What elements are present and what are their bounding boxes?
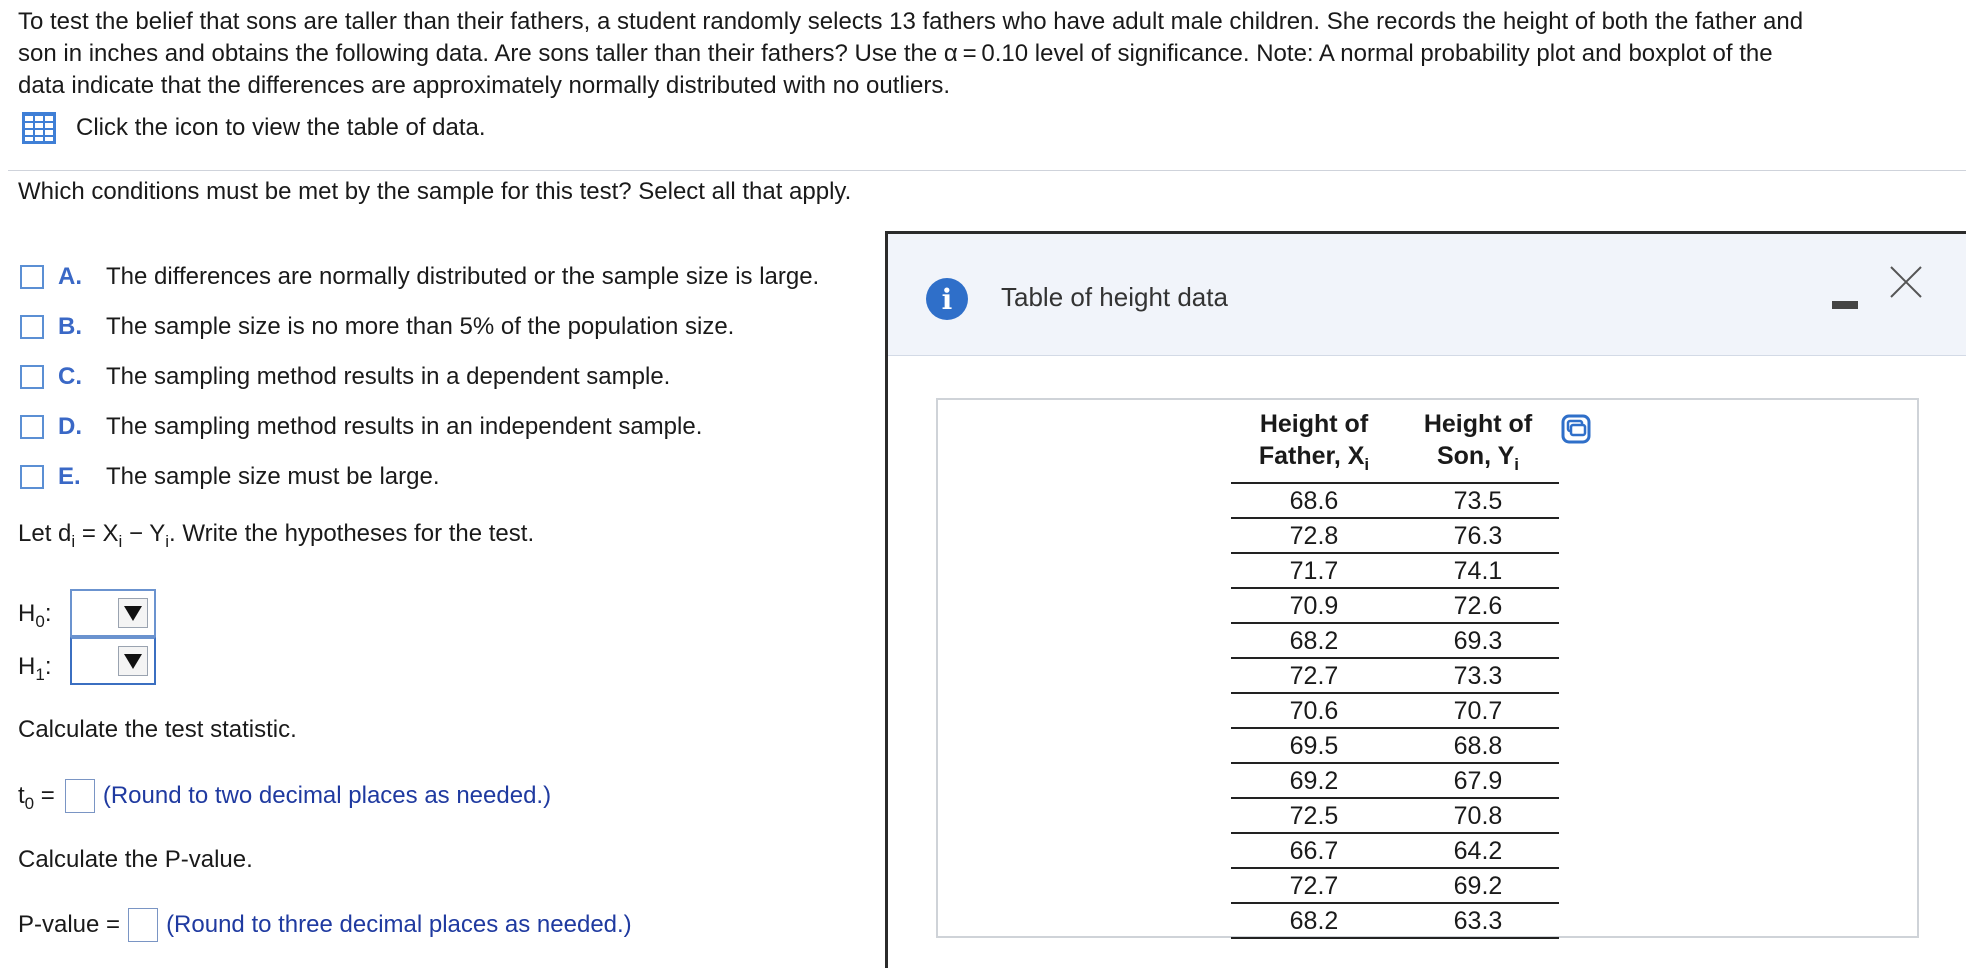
table-row — [1231, 693, 1559, 728]
table-row — [1231, 728, 1559, 763]
option-e[interactable] — [20, 452, 819, 502]
option-c-text[interactable]: The sampling method results in a dependent sample. — [106, 363, 671, 390]
t-equals: = — [34, 782, 55, 809]
father-height-cell: 72.5 — [1231, 798, 1397, 833]
option-c[interactable] — [20, 352, 819, 402]
h0-select[interactable] — [70, 589, 156, 637]
father-height-cell: 69.5 — [1231, 728, 1397, 763]
h1-select[interactable] — [70, 637, 156, 685]
son-height-cell: 64.2 — [1397, 833, 1559, 868]
problem-statement — [18, 6, 1953, 102]
father-header-subscript: i — [1364, 455, 1370, 474]
h0-subscript: 0 — [35, 612, 45, 631]
table-row — [1231, 868, 1559, 903]
h0-letter: H — [18, 600, 36, 627]
let-d-text: Let d — [18, 520, 72, 547]
son-height-cell: 68.8 — [1397, 728, 1559, 763]
son-height-cell: 63.3 — [1397, 903, 1559, 938]
copy-table-icon[interactable] — [1561, 414, 1591, 444]
father-height-cell: 70.6 — [1231, 693, 1397, 728]
pvalue-hint: (Round to three decimal places as needed.) — [166, 911, 632, 938]
option-a-letter: A. — [58, 263, 82, 290]
h1-colon: : — [44, 653, 52, 680]
son-header-subscript: i — [1514, 455, 1520, 474]
son-height-cell: 73.5 — [1397, 483, 1559, 518]
son-height-cell: 69.2 — [1397, 868, 1559, 903]
pvalue-row — [18, 908, 632, 942]
father-height-cell: 68.2 — [1231, 903, 1397, 938]
pvalue-input[interactable] — [128, 908, 158, 942]
pvalue-prompt: Calculate the P-value. — [18, 846, 253, 873]
view-table-label[interactable]: Click the icon to view the table of data. — [76, 114, 486, 141]
problem-line-1: To test the belief that sons are taller than their fathers, a student randomly selects 13 fathers who have adult male children. She records the height of both the father and — [18, 8, 1804, 35]
h1-label — [18, 653, 52, 684]
test-statistic-input[interactable] — [65, 779, 95, 813]
h1-subscript: 1 — [35, 665, 45, 684]
option-e-text[interactable]: The sample size must be large. — [106, 463, 440, 490]
h1-dropdown-arrow-icon[interactable] — [118, 646, 148, 676]
option-e-checkbox[interactable] — [20, 465, 44, 489]
option-b-letter: B. — [58, 313, 82, 340]
option-b-checkbox[interactable] — [20, 315, 44, 339]
son-height-cell: 69.3 — [1397, 623, 1559, 658]
let-instruction-text: . Write the hypotheses for the test. — [169, 520, 535, 547]
test-statistic-row — [18, 779, 551, 813]
table-row — [1231, 658, 1559, 693]
option-a-text[interactable]: The differences are normally distributed or the sample size is large. — [106, 263, 820, 290]
table-row — [1231, 833, 1559, 868]
conditions-options — [20, 252, 819, 502]
view-table-link[interactable] — [22, 112, 486, 144]
father-height-cell: 66.7 — [1231, 833, 1397, 868]
table-row — [1231, 553, 1559, 588]
son-header-line1: Height of — [1423, 410, 1533, 438]
father-height-cell: 71.7 — [1231, 553, 1397, 588]
pvalue-label: P-value = — [18, 911, 121, 938]
subscript-i: i — [71, 532, 76, 551]
son-header-line2: Son, Y — [1436, 442, 1515, 470]
son-height-cell: 70.8 — [1397, 798, 1559, 833]
option-a-checkbox[interactable] — [20, 265, 44, 289]
t-subscript: 0 — [24, 794, 35, 813]
minimize-icon[interactable] — [1832, 301, 1858, 309]
problem-line-2: son in inches and obtains the following data. Are sons taller than their fathers? Use the α = 0.10 level of significance. Note: A normal probability plot and boxplot of the — [18, 40, 1773, 67]
father-height-cell: 69.2 — [1231, 763, 1397, 798]
son-height-cell: 76.3 — [1397, 518, 1559, 553]
father-height-cell: 70.9 — [1231, 588, 1397, 623]
h1-letter: H — [18, 653, 36, 680]
option-d-letter: D. — [58, 413, 82, 440]
son-height-cell: 72.6 — [1397, 588, 1559, 623]
father-header-line2: Father, X — [1258, 442, 1365, 470]
popup-header — [888, 234, 1966, 356]
h0-label — [18, 600, 52, 631]
info-icon: i — [926, 278, 968, 320]
popup-title: Table of height data — [1001, 282, 1228, 312]
problem-line-3: data indicate that the differences are approximately normally distributed with no outliers. — [18, 72, 951, 99]
son-height-cell: 67.9 — [1397, 763, 1559, 798]
let-y-text: − Y — [122, 520, 166, 547]
option-a[interactable] — [20, 252, 819, 302]
option-e-letter: E. — [58, 463, 81, 490]
father-height-cell: 72.7 — [1231, 658, 1397, 693]
conditions-question: Which conditions must be met by the sample for this test? Select all that apply. — [18, 178, 852, 205]
test-statistic-hint: (Round to two decimal places as needed.) — [102, 782, 552, 809]
t0-label — [18, 782, 55, 813]
father-height-cell: 72.7 — [1231, 868, 1397, 903]
t-letter: t — [18, 782, 25, 809]
table-row — [1231, 623, 1559, 658]
subscript-i: i — [165, 532, 170, 551]
section-divider — [8, 170, 1966, 171]
minimize-button[interactable] — [1830, 283, 1860, 313]
son-height-cell: 74.1 — [1397, 553, 1559, 588]
subscript-i: i — [118, 532, 123, 551]
option-d[interactable] — [20, 402, 819, 452]
option-d-checkbox[interactable] — [20, 415, 44, 439]
table-row — [1231, 518, 1559, 553]
test-statistic-prompt: Calculate the test statistic. — [18, 716, 297, 743]
option-b-text[interactable]: The sample size is no more than 5% of the population size. — [106, 313, 735, 340]
option-c-letter: C. — [58, 363, 82, 390]
let-x-text: = X — [75, 520, 119, 547]
table-row — [1231, 763, 1559, 798]
table-row — [1231, 588, 1559, 623]
table-row — [1231, 903, 1559, 938]
data-table-panel — [936, 398, 1919, 938]
son-height-cell: 70.7 — [1397, 693, 1559, 728]
son-column-header — [1397, 406, 1559, 483]
father-height-cell: 68.6 — [1231, 483, 1397, 518]
option-c-checkbox[interactable] — [20, 365, 44, 389]
h0-dropdown-arrow-icon[interactable] — [118, 598, 148, 628]
height-data-popup — [885, 231, 1966, 968]
h0-colon: : — [44, 600, 52, 627]
height-data-table — [1231, 406, 1559, 939]
hypotheses-prompt — [18, 518, 534, 550]
father-column-header — [1231, 406, 1397, 483]
table-row — [1231, 483, 1559, 518]
father-height-cell: 72.8 — [1231, 518, 1397, 553]
option-b[interactable] — [20, 302, 819, 352]
son-height-cell: 73.3 — [1397, 658, 1559, 693]
father-height-cell: 68.2 — [1231, 623, 1397, 658]
father-header-line1: Height of — [1259, 410, 1369, 438]
table-row — [1231, 798, 1559, 833]
option-d-text[interactable]: The sampling method results in an independent sample. — [106, 413, 703, 440]
table-header-row — [1231, 406, 1559, 483]
close-icon[interactable] — [1888, 264, 1924, 300]
table-grid-icon[interactable] — [22, 112, 56, 144]
